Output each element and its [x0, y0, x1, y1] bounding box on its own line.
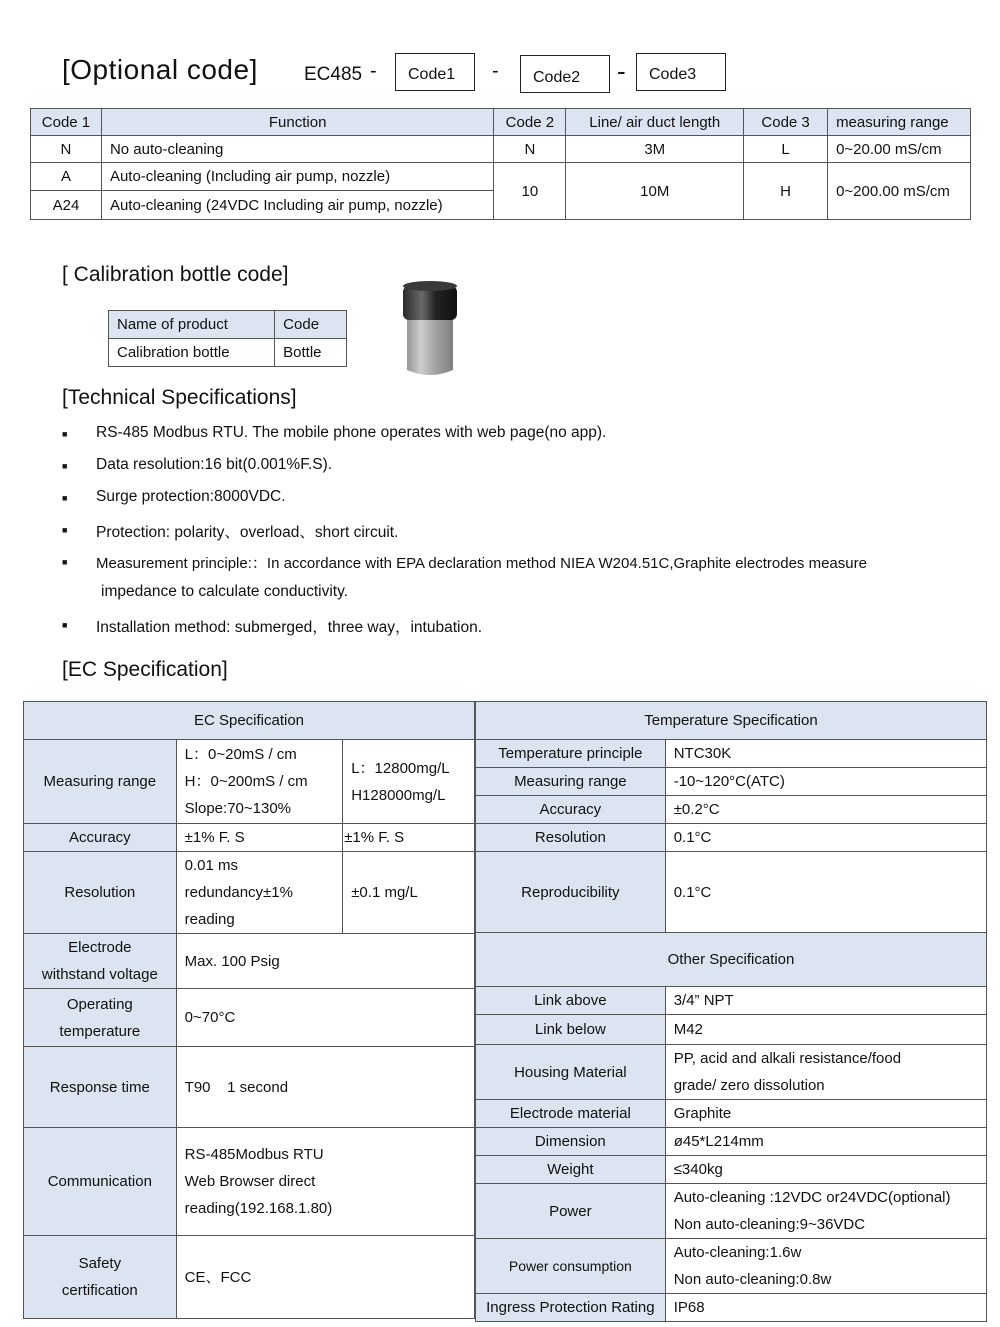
cell: Max. 100 Psig [176, 934, 474, 989]
row-label [24, 1236, 177, 1319]
ec-resolution-value [176, 852, 343, 934]
ec-spec-table [23, 701, 475, 1319]
row-label: Accuracy [24, 824, 177, 852]
row-label: Ingress Protection Rating [476, 1294, 666, 1322]
cell: 0.1°C [665, 824, 986, 852]
cell: 0~70°C [176, 989, 474, 1047]
optional-code-title: [Optional code] [62, 54, 258, 85]
value-line: Non auto-cleaning:0.8w [673, 1271, 832, 1288]
cell: 0.1°C [665, 852, 986, 933]
cell: ≤340kg [665, 1156, 986, 1184]
housing-material-value [665, 1045, 986, 1100]
cell: N [494, 136, 566, 163]
tech-item: Protection: polarity、overload、short circuit. [96, 524, 399, 541]
tech-item: Surge protection:8000VDC. [96, 488, 286, 505]
row-label: Resolution [24, 852, 177, 934]
row-label: Measuring range [476, 768, 666, 796]
cell: N [31, 136, 102, 163]
separator: - [370, 60, 377, 82]
row-label: Temperature principle [476, 740, 666, 768]
row-label: Power consumption [476, 1239, 666, 1294]
cell: 10 [494, 163, 566, 220]
tech-item: Data resolution:16 bit(0.001%F.S). [96, 456, 333, 473]
cell: A [31, 163, 102, 191]
bullet-icon: ■ [62, 429, 68, 439]
row-label: Dimension [476, 1128, 666, 1156]
ec-spec-header: EC Specification [24, 702, 475, 740]
value-line: Web Browser direct [184, 1173, 316, 1190]
cell: NTC30K [665, 740, 986, 768]
value-line: Auto-cleaning:1.6w [673, 1244, 802, 1261]
value-line: H128000mg/L [351, 786, 446, 804]
cell: 3/4” NPT [665, 987, 986, 1015]
value-line: reading(192.168.1.80) [184, 1200, 333, 1217]
value-line: L：12800mg/L [351, 759, 450, 777]
header-code: Code [275, 311, 347, 339]
label-line: temperature [59, 1022, 141, 1040]
row-label [24, 934, 177, 989]
row-label: Weight [476, 1156, 666, 1184]
row-label [24, 989, 177, 1047]
cell: 10M [566, 163, 744, 220]
cell: Bottle [275, 339, 347, 367]
row-label: Communication [24, 1128, 177, 1236]
row-label: Power [476, 1184, 666, 1239]
label-line: Operating [66, 995, 133, 1013]
header-line-length: Line/ air duct length [566, 109, 744, 136]
row-label: Reproducibility [476, 852, 666, 933]
cell: CE、FCC [176, 1236, 474, 1319]
tech-item: RS-485 Modbus RTU. The mobile phone operates with web page(no app). [96, 424, 607, 441]
label-line: Safety [78, 1255, 122, 1272]
cell: M42 [665, 1015, 986, 1045]
ec-measuring-range-value [176, 740, 343, 824]
value-line: Slope:70~130% [184, 800, 291, 817]
value-line: 0.01 ms [184, 857, 239, 874]
value-line: reading [184, 911, 235, 928]
header-code3: Code 3 [744, 109, 828, 136]
cell: 3M [566, 136, 744, 163]
bullet-icon: ■ [62, 493, 68, 503]
code-table [30, 108, 971, 220]
cell: ±0.1 mg/L [343, 852, 475, 934]
value-line: Auto-cleaning :12VDC or24VDC(optional) [673, 1189, 951, 1206]
cell: Graphite [665, 1100, 986, 1128]
separator: - [617, 56, 626, 86]
cell: IP68 [665, 1294, 986, 1322]
cell: ±1% F. S [343, 824, 475, 852]
cell: H [744, 163, 828, 220]
value-line: RS-485Modbus RTU [184, 1146, 324, 1163]
temperature-other-spec-table [475, 701, 987, 1322]
tech-spec-title: [Technical Specifications] [62, 386, 297, 409]
value-line: PP, acid and alkali resistance/food [673, 1050, 902, 1067]
temperature-spec-header: Temperature Specification [476, 702, 987, 740]
bullet-icon: ■ [62, 620, 68, 630]
other-spec-header: Other Specification [476, 933, 987, 987]
header-code2: Code 2 [494, 109, 566, 136]
bullet-icon: ■ [62, 461, 68, 471]
calibration-title: [ Calibration bottle code] [62, 263, 289, 286]
tds-measuring-range-value [343, 740, 475, 824]
row-label: Measuring range [24, 740, 177, 824]
row-label: Link below [476, 1015, 666, 1045]
ec-spec-title: [EC Specification] [62, 658, 228, 681]
cell: Calibration bottle [109, 339, 275, 367]
tech-item-continued: impedance to calculate conductivity. [101, 583, 348, 600]
header-product-name: Name of product [109, 311, 275, 339]
cell: ±0.2°C [665, 796, 986, 824]
code2-box: Code2 [520, 55, 610, 93]
row-label: Link above [476, 987, 666, 1015]
communication-value [176, 1128, 474, 1236]
model-number: EC485 [304, 64, 363, 85]
cell: Auto-cleaning (Including air pump, nozzle) [101, 163, 493, 191]
separator: - [492, 60, 499, 82]
cell: L [744, 136, 828, 163]
row-label: Response time [24, 1047, 177, 1128]
calibration-table [108, 310, 347, 367]
code3-box: Code3 [636, 53, 726, 91]
cell: 0~200.00 mS/cm [828, 163, 971, 220]
row-label: Accuracy [476, 796, 666, 824]
value-line: redundancy±1% [184, 884, 293, 901]
power-value [665, 1184, 986, 1239]
row-label: Electrode material [476, 1100, 666, 1128]
value-line: Non auto-cleaning:9~36VDC [673, 1216, 866, 1233]
header-function: Function [101, 109, 493, 136]
cell: Auto-cleaning (24VDC Including air pump, nozzle) [101, 191, 493, 220]
cell: -10~120°C(ATC) [665, 768, 986, 796]
header-code1: Code 1 [31, 109, 102, 136]
cell: 0~20.00 mS/cm [828, 136, 971, 163]
label-line: certification [61, 1282, 138, 1299]
code1-box: Code1 [395, 53, 475, 91]
row-label: Resolution [476, 824, 666, 852]
value-line: grade/ zero dissolution [673, 1077, 825, 1094]
calibration-bottle-image [397, 278, 463, 382]
cell: A24 [31, 191, 102, 220]
label-line: withstand voltage [41, 966, 158, 983]
cell: ±1% F. S [176, 824, 343, 852]
bullet-icon: ■ [62, 557, 68, 567]
tech-item: Installation method: submerged，three way，intubation. [96, 619, 482, 636]
power-consumption-value [665, 1239, 986, 1294]
cell: T90 1 second [176, 1047, 474, 1128]
header-measuring-range: measuring range [828, 109, 971, 136]
bullet-icon: ■ [62, 525, 68, 535]
value-line: H：0~200mS / cm [184, 773, 308, 790]
row-label: Housing Material [476, 1045, 666, 1100]
value-line: L：0~20mS / cm [184, 746, 297, 763]
label-line: Electrode [68, 939, 132, 956]
tech-item: Measurement principle:：In accordance with EPA declaration method NIEA W204.51C,Graphite electrodes measure [96, 555, 867, 572]
cell: No auto-cleaning [101, 136, 493, 163]
cell: ø45*L214mm [665, 1128, 986, 1156]
